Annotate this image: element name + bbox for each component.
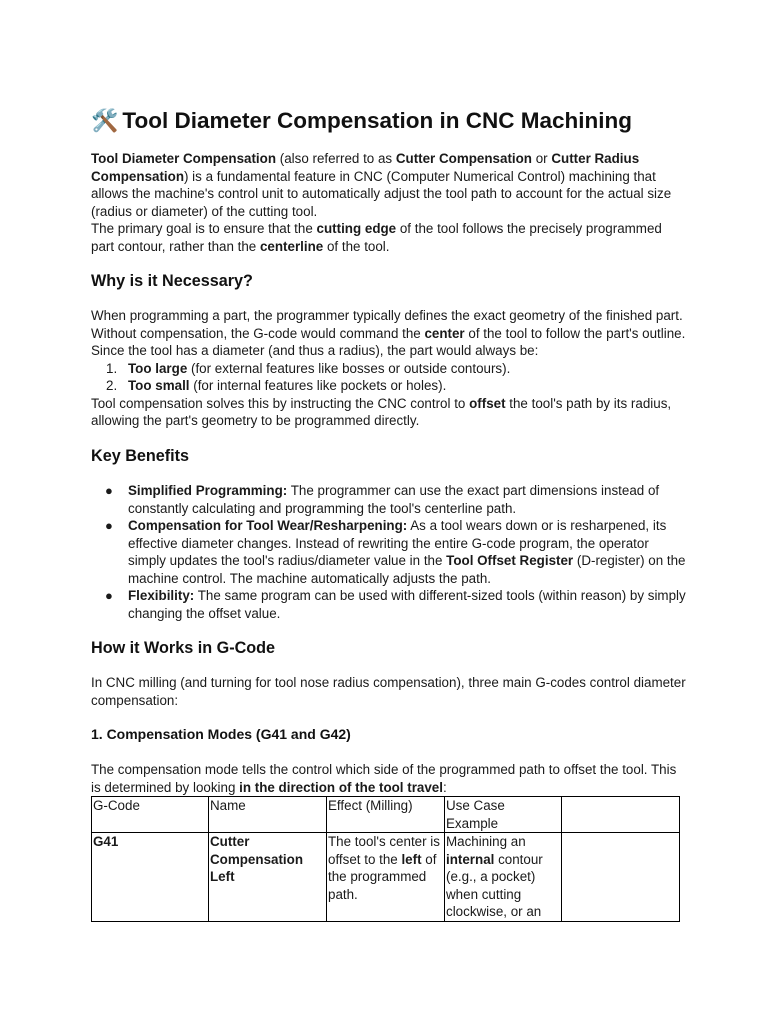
how-heading: How it Works in G-Code bbox=[91, 639, 276, 657]
list-item-bold: Too small bbox=[128, 378, 190, 393]
bullet-icon: ● bbox=[105, 518, 113, 533]
table-header-cell: Name bbox=[209, 797, 327, 833]
table-header-row bbox=[92, 797, 680, 833]
intro-paragraph-1 bbox=[91, 150, 686, 220]
page-title-text: Tool Diameter Compensation in CNC Machining bbox=[122, 108, 633, 133]
term-cutter-compensation: Cutter Compensation bbox=[395, 151, 532, 166]
text-run: of the programmed path. bbox=[328, 851, 437, 902]
term-internal: internal bbox=[446, 851, 495, 867]
term-tool-diameter-compensation: Tool Diameter Compensation bbox=[91, 151, 277, 166]
list-item-text: (for internal features like pockets or holes). bbox=[189, 378, 447, 393]
term-offset: offset bbox=[469, 395, 506, 411]
table-cell-extra bbox=[562, 833, 680, 922]
text-run: of the tool. bbox=[323, 238, 390, 254]
table-cell-gcode bbox=[92, 833, 209, 922]
text-run: of the tool follows the precisely programmed part contour, rather than the bbox=[91, 221, 662, 254]
text-run: ) is a fundamental feature in CNC (Computer Numerical Control) machining that allows the machine's control unit to automatically adjust the tool path to account for the actual size (radius or diameter) of the cutting tool. bbox=[91, 168, 672, 219]
text-run: Tool compensation solves this by instructing the CNC control to bbox=[91, 395, 470, 411]
text-run: The primary goal is to ensure that the bbox=[91, 221, 317, 236]
term-center: center bbox=[424, 325, 465, 341]
table-cell-effect bbox=[327, 833, 445, 922]
why-paragraph-1 bbox=[91, 307, 686, 360]
list-number: 1. bbox=[106, 360, 118, 376]
list-item bbox=[91, 360, 686, 378]
text-run: or bbox=[532, 151, 552, 166]
list-item-text: The same program can be used with different-sized tools (within reason) by simply changing the offset value. bbox=[128, 588, 686, 621]
benefits-list bbox=[91, 482, 686, 622]
tools-icon: 🛠️ bbox=[91, 108, 119, 133]
list-item-bold: Too large bbox=[128, 360, 188, 376]
term-tool-offset-register: Tool Offset Register bbox=[446, 553, 574, 568]
why-paragraph-2 bbox=[91, 395, 686, 430]
why-list bbox=[91, 360, 686, 395]
gcode-value: G41 bbox=[93, 834, 119, 849]
list-item bbox=[91, 517, 686, 587]
list-number: 2. bbox=[106, 378, 118, 393]
text-run: Machining an bbox=[446, 834, 526, 849]
text-run: The compensation mode tells the control which side of the programmed path to offset the tool. This is determined by looking bbox=[91, 762, 677, 795]
table-cell-use-case bbox=[445, 833, 562, 922]
gcode-name: Cutter Compensation Left bbox=[210, 834, 303, 884]
text-run: of the tool to follow the part's outline. Since the tool has a diameter (and thus a radius), the part would always be: bbox=[91, 325, 686, 358]
list-item bbox=[91, 377, 686, 395]
table-header-cell: G-Code bbox=[92, 797, 209, 833]
term-left: left bbox=[401, 851, 422, 867]
text-run: contour (e.g., a pocket) when cutting clockwise, or an bbox=[446, 851, 543, 919]
intro-section bbox=[91, 150, 686, 255]
table-header-cell bbox=[562, 797, 680, 833]
modes-subheading: 1. Compensation Modes (G41 and G42) bbox=[91, 726, 351, 742]
text-run: (also referred to as bbox=[276, 151, 396, 166]
why-section bbox=[91, 307, 686, 430]
list-item bbox=[91, 587, 686, 622]
text-run: the tool's path by its radius, allowing the part's geometry to be programmed directly. bbox=[91, 395, 672, 428]
list-item-text: (for external features like bosses or outside contours). bbox=[187, 360, 511, 376]
text-run: When programming a part, the programmer typically defines the exact geometry of the finished part. Without compensation, the G-code would command the bbox=[91, 308, 683, 341]
table-row bbox=[92, 833, 680, 922]
term-cutting-edge: cutting edge bbox=[316, 221, 397, 236]
term-cutter-radius-compensation: Cutter Radius Compensation bbox=[91, 151, 640, 184]
page-title bbox=[91, 105, 632, 137]
benefits-heading: Key Benefits bbox=[91, 447, 190, 465]
text-run: : bbox=[442, 779, 447, 795]
compensation-modes-table bbox=[91, 796, 680, 922]
table-cell-name bbox=[209, 833, 327, 922]
list-item-bold: Flexibility: bbox=[128, 588, 195, 603]
bullet-icon: ● bbox=[105, 483, 113, 498]
intro-paragraph-2 bbox=[91, 220, 686, 255]
why-heading: Why is it Necessary? bbox=[91, 272, 253, 290]
list-item-bold: Compensation for Tool Wear/Resharpening: bbox=[128, 518, 408, 533]
list-item-text: (D-register) on the machine control. The machine automatically adjusts the path. bbox=[128, 553, 686, 586]
list-item-bold: Simplified Programming: bbox=[128, 483, 288, 498]
list-item-text: The programmer can use the exact part dimensions instead of constantly calculating and programming the tool's centerline path. bbox=[128, 483, 660, 516]
list-item bbox=[91, 482, 686, 517]
bullet-icon: ● bbox=[105, 588, 113, 603]
term-direction-of-travel: in the direction of the tool travel bbox=[239, 779, 443, 795]
text-run: The tool's center is offset to the bbox=[328, 834, 440, 867]
how-paragraph-2 bbox=[91, 761, 686, 796]
table-header-cell: Effect (Milling) bbox=[327, 797, 445, 833]
table-header-cell: Use Case Example bbox=[445, 797, 562, 833]
list-item-text: As a tool wears down or is resharpened, its effective diameter changes. Instead of rewriting the entire G-code program, the operator simply updates the tool's radius/diameter value in the bbox=[128, 518, 667, 568]
how-paragraph-1: In CNC milling (and turning for tool nose radius compensation), three main G-codes control diameter compensation: bbox=[91, 675, 686, 708]
term-centerline: centerline bbox=[259, 238, 324, 254]
